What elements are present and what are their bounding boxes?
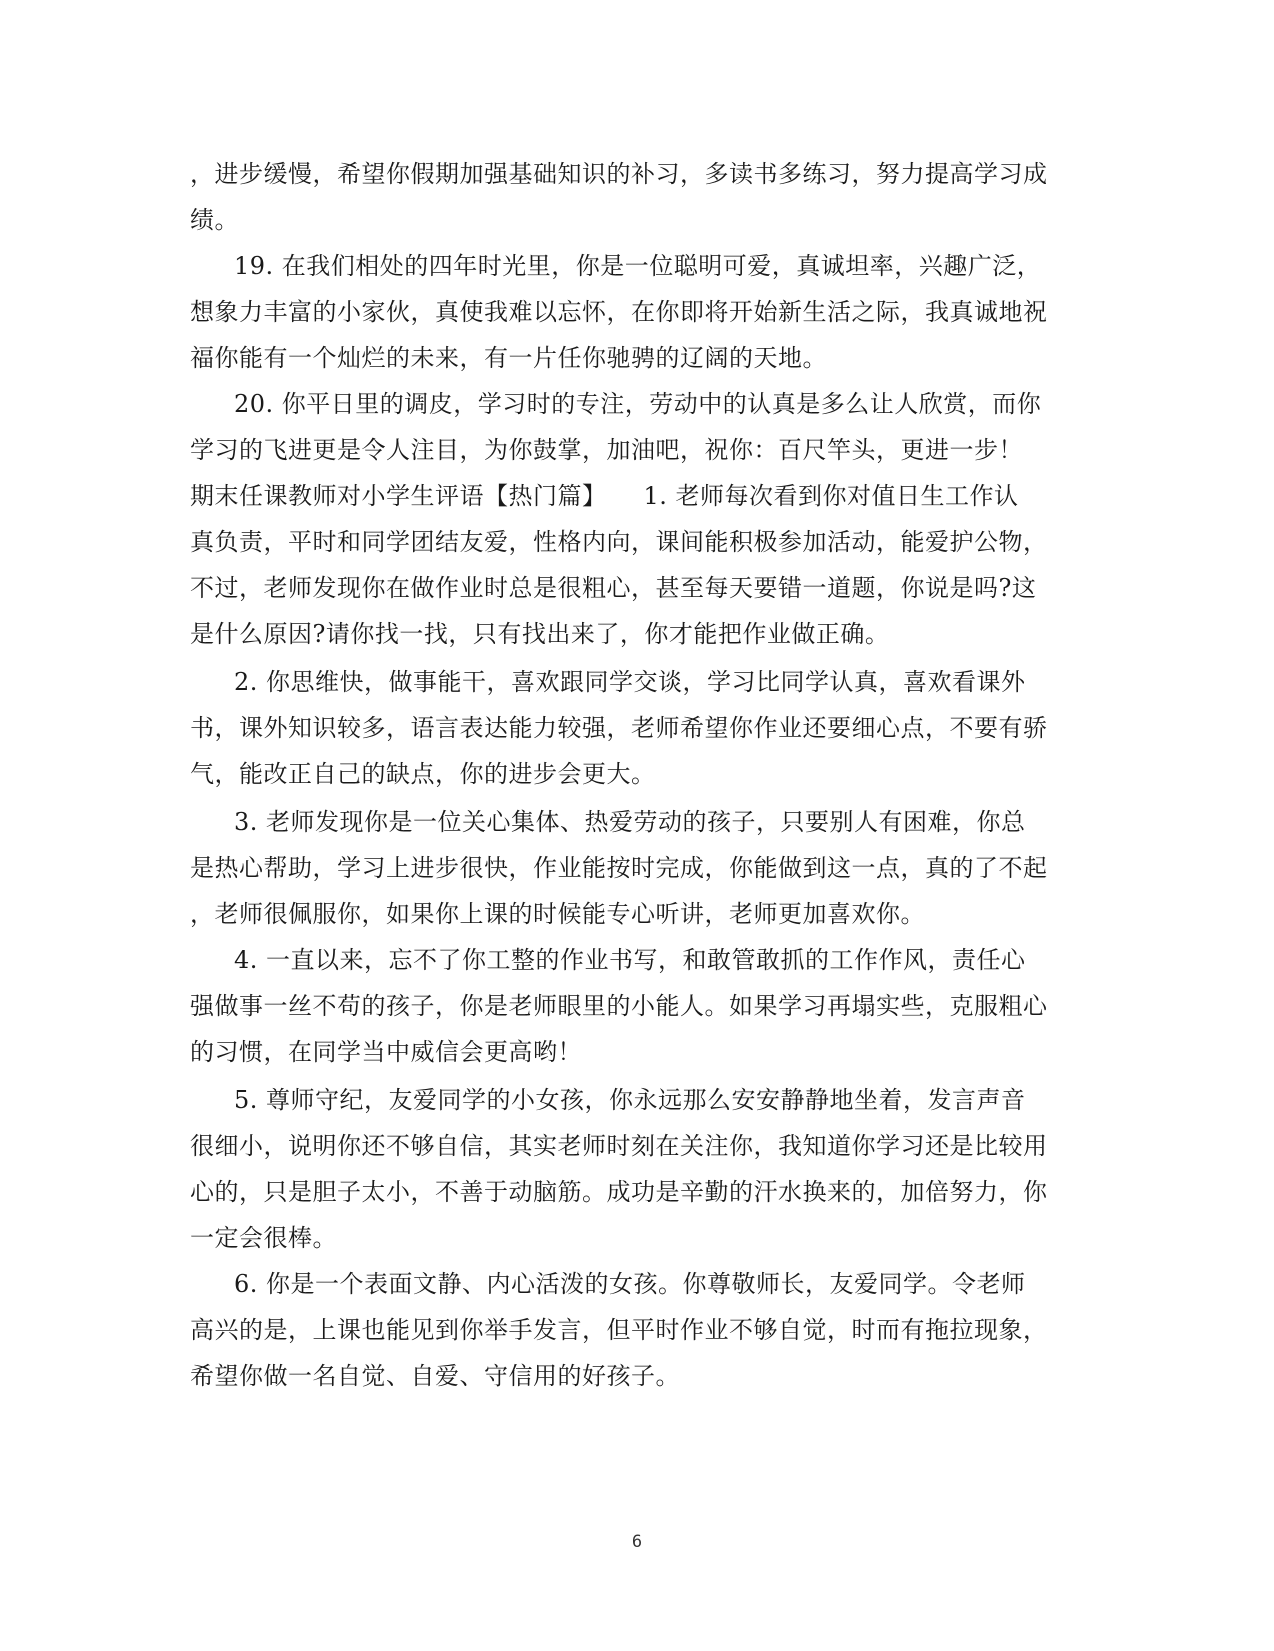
text-line: 气，能改正自己的缺点，你的进步会更大。 — [190, 760, 656, 788]
paragraph-start-line: 3. 老师发现你是一位关心集体、热爱劳动的孩子，只要别人有困难，你总 — [234, 808, 1026, 836]
paragraph-start-line: 5. 尊师守纪，友爱同学的小女孩，你永远那么安安静静地坐着，发言声音 — [234, 1086, 1026, 1114]
paragraph-start-line: 19. 在我们相处的四年时光里，你是一位聪明可爱，真诚坦率，兴趣广泛， — [234, 252, 1042, 280]
text-line: ，进步缓慢，希望你假期加强基础知识的补习，多读书多练习，努力提高学习成 — [190, 160, 1048, 188]
text-line: 高兴的是，上课也能见到你举手发言，但平时作业不够自觉，时而有拖拉现象， — [190, 1316, 1048, 1344]
text-line: 绩。 — [190, 206, 239, 234]
section-heading-line: 期末任课教师对小学生评语【热门篇】 1. 老师每次看到你对值日生工作认 — [190, 482, 1019, 510]
text-line: 书，课外知识较多，语言表达能力较强，老师希望你作业还要细心点，不要有骄 — [190, 714, 1048, 742]
text-line: 希望你做一名自觉、自爱、守信用的好孩子。 — [190, 1362, 680, 1390]
text-line: 的习惯，在同学当中威信会更高哟！ — [190, 1038, 582, 1066]
text-line: 一定会很棒。 — [190, 1224, 337, 1252]
text-line: 真负责，平时和同学团结友爱，性格内向，课间能积极参加活动，能爱护公物， — [190, 528, 1048, 556]
text-line: 强做事一丝不苟的孩子，你是老师眼里的小能人。如果学习再塌实些，克服粗心 — [190, 992, 1048, 1020]
text-line: 学习的飞进更是令人注目，为你鼓掌，加油吧，祝你：百尺竿头，更进一步！ — [190, 436, 1023, 464]
paragraph-start-line: 20. 你平日里的调皮，学习时的专注，劳动中的认真是多么让人欣赏，而你 — [234, 390, 1042, 418]
paragraph-start-line: 6. 你是一个表面文静、内心活泼的女孩。你尊敬师长，友爱同学。令老师 — [234, 1270, 1026, 1298]
text-line: 想象力丰富的小家伙，真使我难以忘怀，在你即将开始新生活之际，我真诚地祝 — [190, 298, 1048, 326]
text-line: 不过，老师发现你在做作业时总是很粗心，甚至每天要错一道题，你说是吗?这 — [190, 574, 1037, 602]
text-line: ，老师很佩服你，如果你上课的时候能专心听讲，老师更加喜欢你。 — [190, 900, 925, 928]
text-line: 福你能有一个灿烂的未来，有一片任你驰骋的辽阔的天地。 — [190, 344, 827, 372]
text-line: 很细小，说明你还不够自信，其实老师时刻在关注你，我知道你学习还是比较用 — [190, 1132, 1048, 1160]
text-line: 心的，只是胆子太小，不善于动脑筋。成功是辛勤的汗水换来的，加倍努力，你 — [190, 1178, 1048, 1206]
page-number: 6 — [631, 1532, 643, 1552]
text-line: 是什么原因?请你找一找，只有找出来了，你才能把作业做正确。 — [190, 620, 890, 648]
paragraph-start-line: 4. 一直以来，忘不了你工整的作业书写，和敢管敢抓的工作作风，责任心 — [234, 946, 1026, 974]
text-line: 是热心帮助，学习上进步很快，作业能按时完成，你能做到这一点，真的了不起 — [190, 854, 1048, 882]
paragraph-start-line: 2. 你思维快，做事能干，喜欢跟同学交谈，学习比同学认真，喜欢看课外 — [234, 668, 1026, 696]
